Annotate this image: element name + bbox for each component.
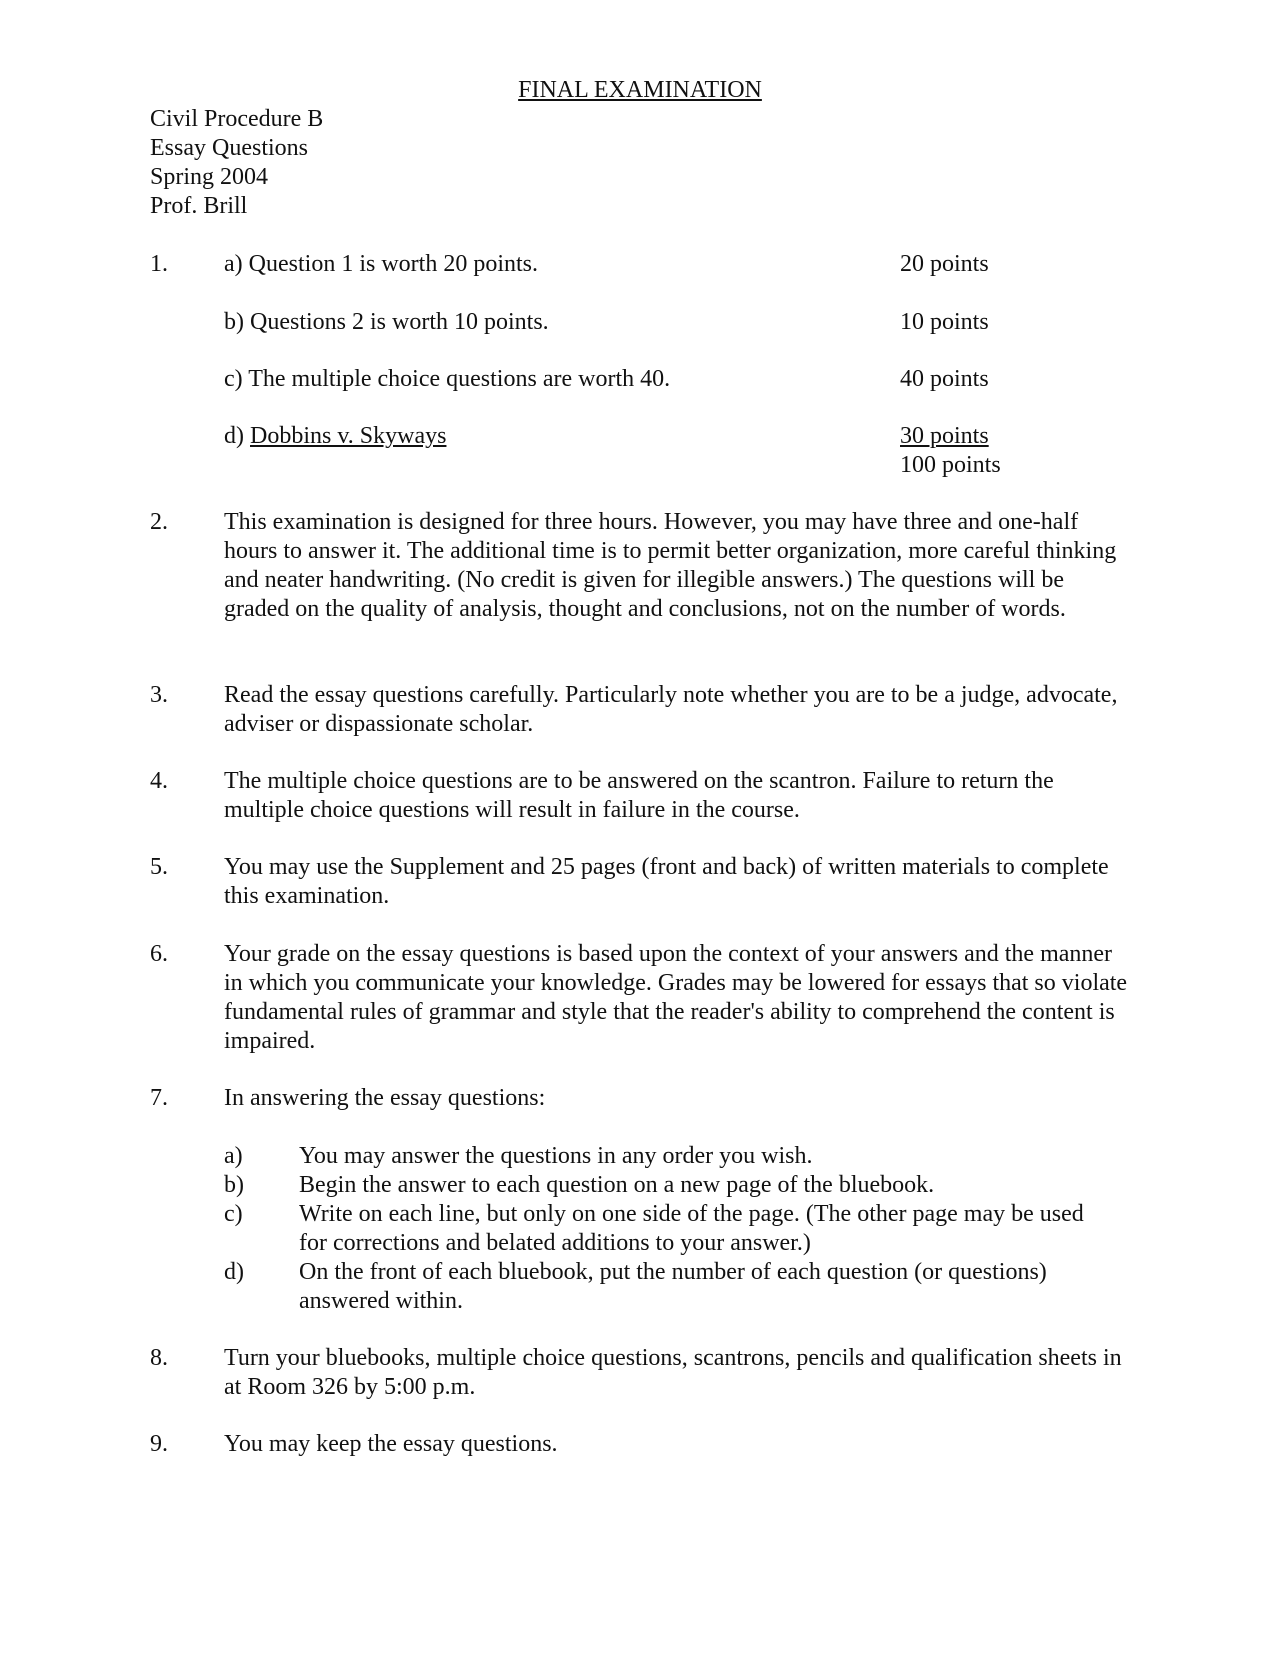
item-text: You may keep the essay questions. — [224, 1431, 558, 1457]
subitem-a — [224, 1142, 1104, 1171]
points-value: 40 points — [900, 366, 989, 392]
item-text: In answering the essay questions: — [224, 1085, 546, 1111]
item-number: 6. — [150, 941, 168, 967]
instruction-item-3 — [150, 681, 1150, 739]
item-number: 7. — [150, 1085, 168, 1111]
case-name: Dobbins v. Skyways — [250, 423, 447, 449]
points-row-c — [224, 365, 1124, 394]
instruction-item-8 — [150, 1344, 1150, 1402]
item-number: 9. — [150, 1431, 168, 1457]
item-text: Turn your bluebooks, multiple choice questions, scantrons, pencils and qualification sheets in at Room 326 by 5:00 p.m. — [224, 1345, 1122, 1400]
instruction-item-9 — [150, 1430, 1150, 1459]
item-number: 3. — [150, 682, 168, 708]
item-number: 5. — [150, 854, 168, 880]
professor-name: Prof. Brill — [150, 193, 248, 219]
exam-type: Essay Questions — [150, 135, 308, 161]
item-text: Read the essay questions carefully. Particularly note whether you are to be a judge, advocate, adviser or dispassionate scholar. — [224, 682, 1118, 737]
points-row-d — [224, 422, 1124, 451]
points-row-label: The multiple choice questions are worth 40. — [248, 366, 671, 392]
subitem-letter: c) — [224, 1201, 243, 1227]
instruction-item-7 — [150, 1084, 1150, 1113]
instruction-item-6 — [150, 940, 1150, 1056]
subitem-letter: a) — [224, 1143, 243, 1169]
points-row-prefix: a) — [224, 251, 249, 277]
points-row-prefix: d) — [224, 423, 250, 449]
points-total-row — [224, 451, 1124, 480]
points-value: 20 points — [900, 251, 989, 277]
points-total: 100 points — [900, 452, 1001, 478]
item-text: You may use the Supplement and 25 pages (front and back) of written materials to complete this examination. — [224, 854, 1109, 909]
subitem-text: Write on each line, but only on one side of the page. (The other page may be used for corrections and belated additions to your answer.) — [299, 1201, 1084, 1256]
subitem-text: On the front of each bluebook, put the number of each question (or questions) answered within. — [299, 1259, 1047, 1314]
points-row-prefix: b) — [224, 309, 250, 335]
item-text: Your grade on the essay questions is based upon the context of your answers and the manner in which you communicate your knowledge. Grades may be lowered for essays that so violate fundamental rules of grammar and style that the reader's ability to comprehend the content is impaired. — [224, 941, 1128, 1054]
item-number: 4. — [150, 768, 168, 794]
subitem-letter: b) — [224, 1172, 244, 1198]
exam-term: Spring 2004 — [150, 164, 269, 190]
page-title: FINAL EXAMINATION — [518, 77, 762, 103]
instruction-item-4 — [150, 767, 1150, 825]
item-number: 2. — [150, 509, 168, 535]
subitem-b — [224, 1171, 1104, 1200]
instruction-item-5 — [150, 853, 1150, 911]
item-number: 8. — [150, 1345, 168, 1371]
item-text: This examination is designed for three hours. However, you may have three and one-half hours to answer it. The additional time is to permit better organization, more careful thinking and neater handwriting. (No credit is given for illegible answers.) The questions will be graded on the quality of analysis, thought and conclusions, not on the number of words. — [224, 509, 1117, 622]
item-number: 1. — [150, 251, 168, 277]
subitem-text: You may answer the questions in any order you wish. — [299, 1143, 813, 1169]
subitem-d — [224, 1258, 1104, 1316]
course-name: Civil Procedure B — [150, 106, 324, 132]
points-value: 30 points — [900, 423, 989, 449]
subitem-c — [224, 1200, 1104, 1258]
points-row-a — [224, 250, 1124, 279]
points-row-label: Question 1 is worth 20 points. — [248, 251, 538, 277]
item-text: The multiple choice questions are to be answered on the scantron. Failure to return the multiple choice questions will result in failure in the course. — [224, 768, 1054, 823]
points-row-prefix: c) — [224, 366, 249, 392]
instruction-item-2 — [150, 508, 1150, 624]
points-value: 10 points — [900, 309, 989, 335]
subitem-text: Begin the answer to each question on a new page of the bluebook. — [299, 1172, 935, 1198]
subitem-letter: d) — [224, 1259, 244, 1285]
points-row-label: Questions 2 is worth 10 points. — [250, 309, 549, 335]
exam-header — [150, 105, 323, 221]
points-row-b — [224, 308, 1124, 337]
